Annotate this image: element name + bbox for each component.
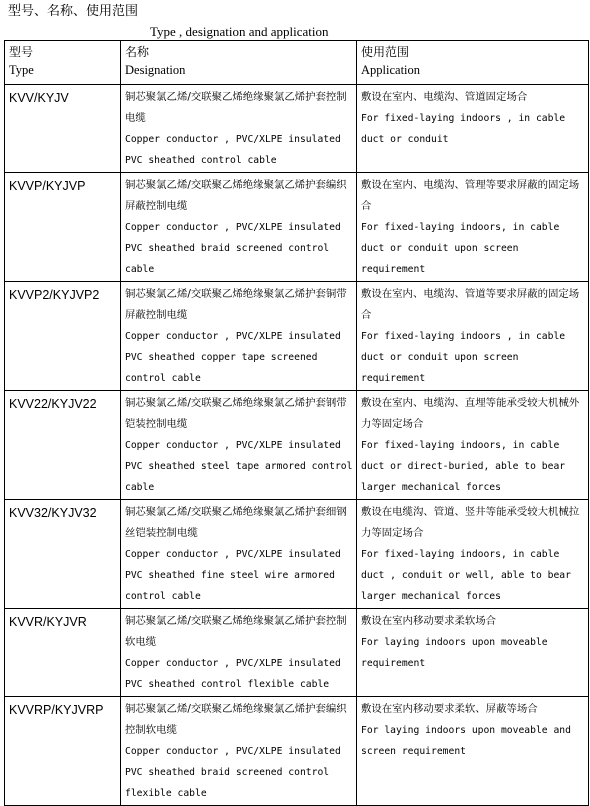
table-row bbox=[5, 609, 589, 697]
type-cell bbox=[5, 697, 121, 806]
type-cell bbox=[5, 282, 121, 391]
table-row bbox=[5, 391, 589, 500]
header-application-en: Application bbox=[361, 63, 421, 77]
header-cell-type bbox=[5, 41, 121, 85]
header-designation-zh: 名称 bbox=[125, 45, 150, 59]
table-row bbox=[5, 85, 589, 173]
designation-en: Copper conductor , PVC/XLPE insulated PVC sheathed steel tape armored control cable bbox=[125, 440, 353, 493]
designation-en: Copper conductor , PVC/XLPE insulated PVC sheathed control cable bbox=[125, 134, 341, 166]
table-row bbox=[5, 697, 589, 806]
application-cell bbox=[357, 173, 589, 282]
designation-zh: 铜芯聚氯乙烯/交联聚乙烯绝缘聚氯乙烯护套控制软电缆 bbox=[125, 615, 347, 648]
designation-en: Copper conductor , PVC/XLPE insulated PVC sheathed control flexible cable bbox=[125, 658, 341, 690]
designation-en: Copper conductor , PVC/XLPE insulated PVC sheathed fine steel wire armored control cable bbox=[125, 549, 341, 602]
application-en: For laying indoors upon moveable requirement bbox=[361, 637, 548, 669]
header-designation-en: Designation bbox=[125, 63, 186, 77]
cable-spec-table bbox=[4, 40, 589, 806]
type-cell bbox=[5, 85, 121, 173]
application-en: For fixed-laying indoors, in cable duct or conduit upon screen requirement bbox=[361, 222, 560, 275]
designation-zh: 铜芯聚氯乙烯/交联聚乙烯绝缘聚氯乙烯护套控制电缆 bbox=[125, 91, 347, 124]
application-cell bbox=[357, 500, 589, 609]
header-type-zh: 型号 bbox=[9, 45, 34, 59]
page-subheading: Type , designation and application bbox=[150, 24, 329, 39]
header-type-en: Type bbox=[9, 63, 34, 77]
designation-en: Copper conductor , PVC/XLPE insulated PVC sheathed braid screened control flexible cable bbox=[125, 746, 341, 799]
designation-zh: 铜芯聚氯乙烯/交联聚乙烯绝缘聚氯乙烯护套编织控制软电缆 bbox=[125, 703, 347, 736]
table-header-row bbox=[5, 41, 589, 85]
designation-cell bbox=[121, 697, 357, 806]
application-cell bbox=[357, 697, 589, 806]
application-zh: 敷设在室内移动要求柔软、屏蔽等场合 bbox=[361, 703, 538, 715]
type-code: KVVR/KYJVR bbox=[9, 615, 87, 629]
type-code: KVVP2/KYJVP2 bbox=[9, 288, 100, 302]
application-en: For fixed-laying indoors , in cable duct or conduit upon screen requirement bbox=[361, 331, 566, 384]
header-application-zh: 使用范围 bbox=[361, 45, 410, 59]
application-zh: 敷设在室内、电缆沟、直埋等能承受较大机械外力等固定场合 bbox=[361, 397, 580, 430]
designation-zh: 铜芯聚氯乙烯/交联聚乙烯绝缘聚氯乙烯护套钢带铠装控制电缆 bbox=[125, 397, 347, 430]
application-en: For fixed-laying indoors, in cable duct , conduit or well, able to bear larger mechanical forces bbox=[361, 549, 571, 602]
table-row bbox=[5, 500, 589, 609]
table-body bbox=[5, 41, 589, 806]
designation-cell bbox=[121, 85, 357, 173]
designation-zh: 铜芯聚氯乙烯/交联聚乙烯绝缘聚氯乙烯护套铜带屏蔽控制电缆 bbox=[125, 288, 347, 321]
type-cell bbox=[5, 500, 121, 609]
header-cell-application bbox=[357, 41, 589, 85]
designation-zh: 铜芯聚氯乙烯/交联聚乙烯绝缘聚氯乙烯护套编织屏蔽控制电缆 bbox=[125, 179, 347, 212]
application-zh: 敷设在室内移动要求柔软场合 bbox=[361, 615, 497, 627]
designation-cell bbox=[121, 391, 357, 500]
type-code: KVV22/KYJV22 bbox=[9, 397, 97, 411]
application-cell bbox=[357, 609, 589, 697]
type-code: KVV/KYJV bbox=[9, 91, 69, 105]
application-en: For fixed-laying indoors , in cable duct or conduit bbox=[361, 113, 566, 145]
type-cell bbox=[5, 173, 121, 282]
designation-zh: 铜芯聚氯乙烯/交联聚乙烯绝缘聚氯乙烯护套细钢丝铠装控制电缆 bbox=[125, 506, 347, 539]
application-cell bbox=[357, 282, 589, 391]
type-cell bbox=[5, 609, 121, 697]
type-code: KVV32/KYJV32 bbox=[9, 506, 97, 520]
application-en: For fixed-laying indoors, in cable duct or direct-buried, able to bear larger mechanical forces bbox=[361, 440, 566, 493]
type-code: KVVRP/KYJVRP bbox=[9, 703, 104, 717]
application-cell bbox=[357, 85, 589, 173]
designation-cell bbox=[121, 609, 357, 697]
designation-cell bbox=[121, 500, 357, 609]
designation-cell bbox=[121, 282, 357, 391]
designation-en: Copper conductor , PVC/XLPE insulated PVC sheathed copper tape screened control cable bbox=[125, 331, 341, 384]
type-code: KVVP/KYJVP bbox=[9, 179, 86, 193]
application-cell bbox=[357, 391, 589, 500]
application-en: For laying indoors upon moveable and screen requirement bbox=[361, 725, 571, 757]
application-zh: 敷设在室内、电缆沟、管理等要求屏蔽的固定场合 bbox=[361, 179, 580, 212]
header-cell-designation bbox=[121, 41, 357, 85]
application-zh: 敷设在室内、电缆沟、管道等要求屏蔽的固定场合 bbox=[361, 288, 580, 321]
designation-en: Copper conductor , PVC/XLPE insulated PVC sheathed braid screened control cable bbox=[125, 222, 341, 275]
type-cell bbox=[5, 391, 121, 500]
application-zh: 敷设在电缆沟、管道、竖井等能承受较大机械拉力等固定场合 bbox=[361, 506, 580, 539]
application-zh: 敷设在室内、电缆沟、管道固定场合 bbox=[361, 91, 528, 103]
page-heading: 型号、名称、使用范围 bbox=[8, 4, 139, 19]
table-row bbox=[5, 173, 589, 282]
designation-cell bbox=[121, 173, 357, 282]
table-row bbox=[5, 282, 589, 391]
